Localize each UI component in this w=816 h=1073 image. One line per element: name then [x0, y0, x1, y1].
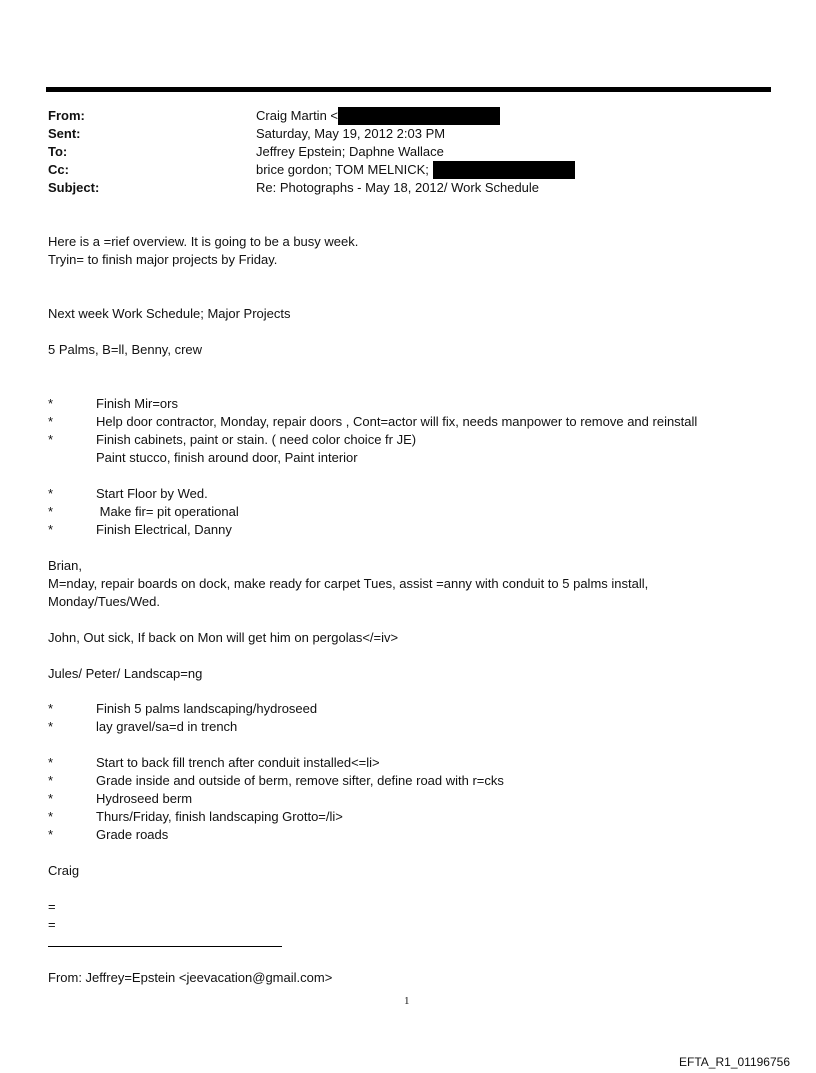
- list-item: Start to back fill trench after conduit installed<=li>: [96, 755, 380, 770]
- document-id: EFTA_R1_01196756: [679, 1055, 790, 1069]
- intro-line-1: Here is a =rief overview. It is going to be a busy week.: [48, 234, 359, 249]
- list-item: Thurs/Friday, finish landscaping Grotto=/li>: [96, 809, 343, 824]
- cc-label: Cc:: [48, 162, 69, 177]
- bullet-marker: *: [48, 504, 54, 519]
- forward-from-line: From: Jeffrey=Epstein <jeevacation@gmail.com>: [48, 970, 333, 985]
- sent-label: Sent:: [48, 126, 81, 141]
- list-item: lay gravel/sa=d in trench: [96, 719, 238, 734]
- bullet-marker: *: [48, 486, 54, 501]
- crew-line: 5 Palms, B=ll, Benny, crew: [48, 342, 203, 357]
- to-label: To:: [48, 144, 68, 159]
- list-item: Hydroseed berm: [96, 791, 193, 806]
- bullet-marker: *: [48, 719, 54, 734]
- subject-value: Re: Photographs - May 18, 2012/ Work Schedule: [256, 180, 540, 195]
- cc-text: brice gordon; TOM MELNICK;: [256, 162, 429, 177]
- intro-line-2: Tryin= to finish major projects by Friday.: [48, 252, 278, 267]
- bullet-marker: *: [48, 432, 54, 447]
- list-item: Finish Electrical, Danny: [96, 522, 232, 537]
- from-value: [256, 107, 500, 125]
- list-item: Finish Mir=ors: [96, 396, 178, 411]
- list-item: Help door contractor, Monday, repair doors , Cont=actor will fix, needs manpower to remove and reinstall: [96, 414, 698, 429]
- john-line: John, Out sick, If back on Mon will get him on pergolas</=iv>: [48, 630, 399, 645]
- header-rule: [46, 87, 771, 92]
- brian-line-1: M=nday, repair boards on dock, make ready for carpet Tues, assist =anny with conduit to 5 palms install,: [48, 576, 649, 591]
- brian-line-2: Monday/Tues/Wed.: [48, 594, 160, 609]
- list-item: Grade inside and outside of berm, remove sifter, define road with r=cks: [96, 773, 504, 788]
- from-text: Craig Martin <: [256, 108, 338, 123]
- from-label: From:: [48, 108, 85, 123]
- list-item: Make fir= pit operational: [96, 504, 239, 519]
- list-item-continuation: Paint stucco, finish around door, Paint interior: [96, 450, 358, 465]
- bullet-marker: *: [48, 773, 54, 788]
- bullet-marker: *: [48, 701, 54, 716]
- bullet-marker: *: [48, 755, 54, 770]
- cc-value: [256, 161, 575, 179]
- subject-label: Subject:: [48, 180, 100, 195]
- list-item: Start Floor by Wed.: [96, 486, 208, 501]
- bullet-marker: *: [48, 522, 54, 537]
- forward-separator: [48, 946, 282, 947]
- bullet-marker: *: [48, 791, 54, 806]
- page-number: 1: [404, 995, 410, 1007]
- brian-name: Brian,: [48, 558, 82, 573]
- signature: Craig: [48, 863, 80, 878]
- bullet-marker: *: [48, 809, 54, 824]
- to-value: Jeffrey Epstein; Daphne Wallace: [256, 144, 444, 159]
- bullet-marker: *: [48, 396, 54, 411]
- redaction-box: [433, 161, 575, 179]
- bullet-marker: *: [48, 827, 54, 842]
- list-item: Finish cabinets, paint or stain. ( need color choice fr JE): [96, 432, 417, 447]
- jules-line: Jules/ Peter/ Landscap=ng: [48, 666, 203, 681]
- schedule-title: Next week Work Schedule; Major Projects: [48, 306, 291, 321]
- bullet-marker: *: [48, 414, 54, 429]
- list-item: Grade roads: [96, 827, 169, 842]
- equals-line-2: =: [48, 917, 56, 932]
- sent-value: Saturday, May 19, 2012 2:03 PM: [256, 126, 446, 141]
- equals-line-1: =: [48, 899, 56, 914]
- redaction-box: [338, 107, 500, 125]
- list-item: Finish 5 palms landscaping/hydroseed: [96, 701, 318, 716]
